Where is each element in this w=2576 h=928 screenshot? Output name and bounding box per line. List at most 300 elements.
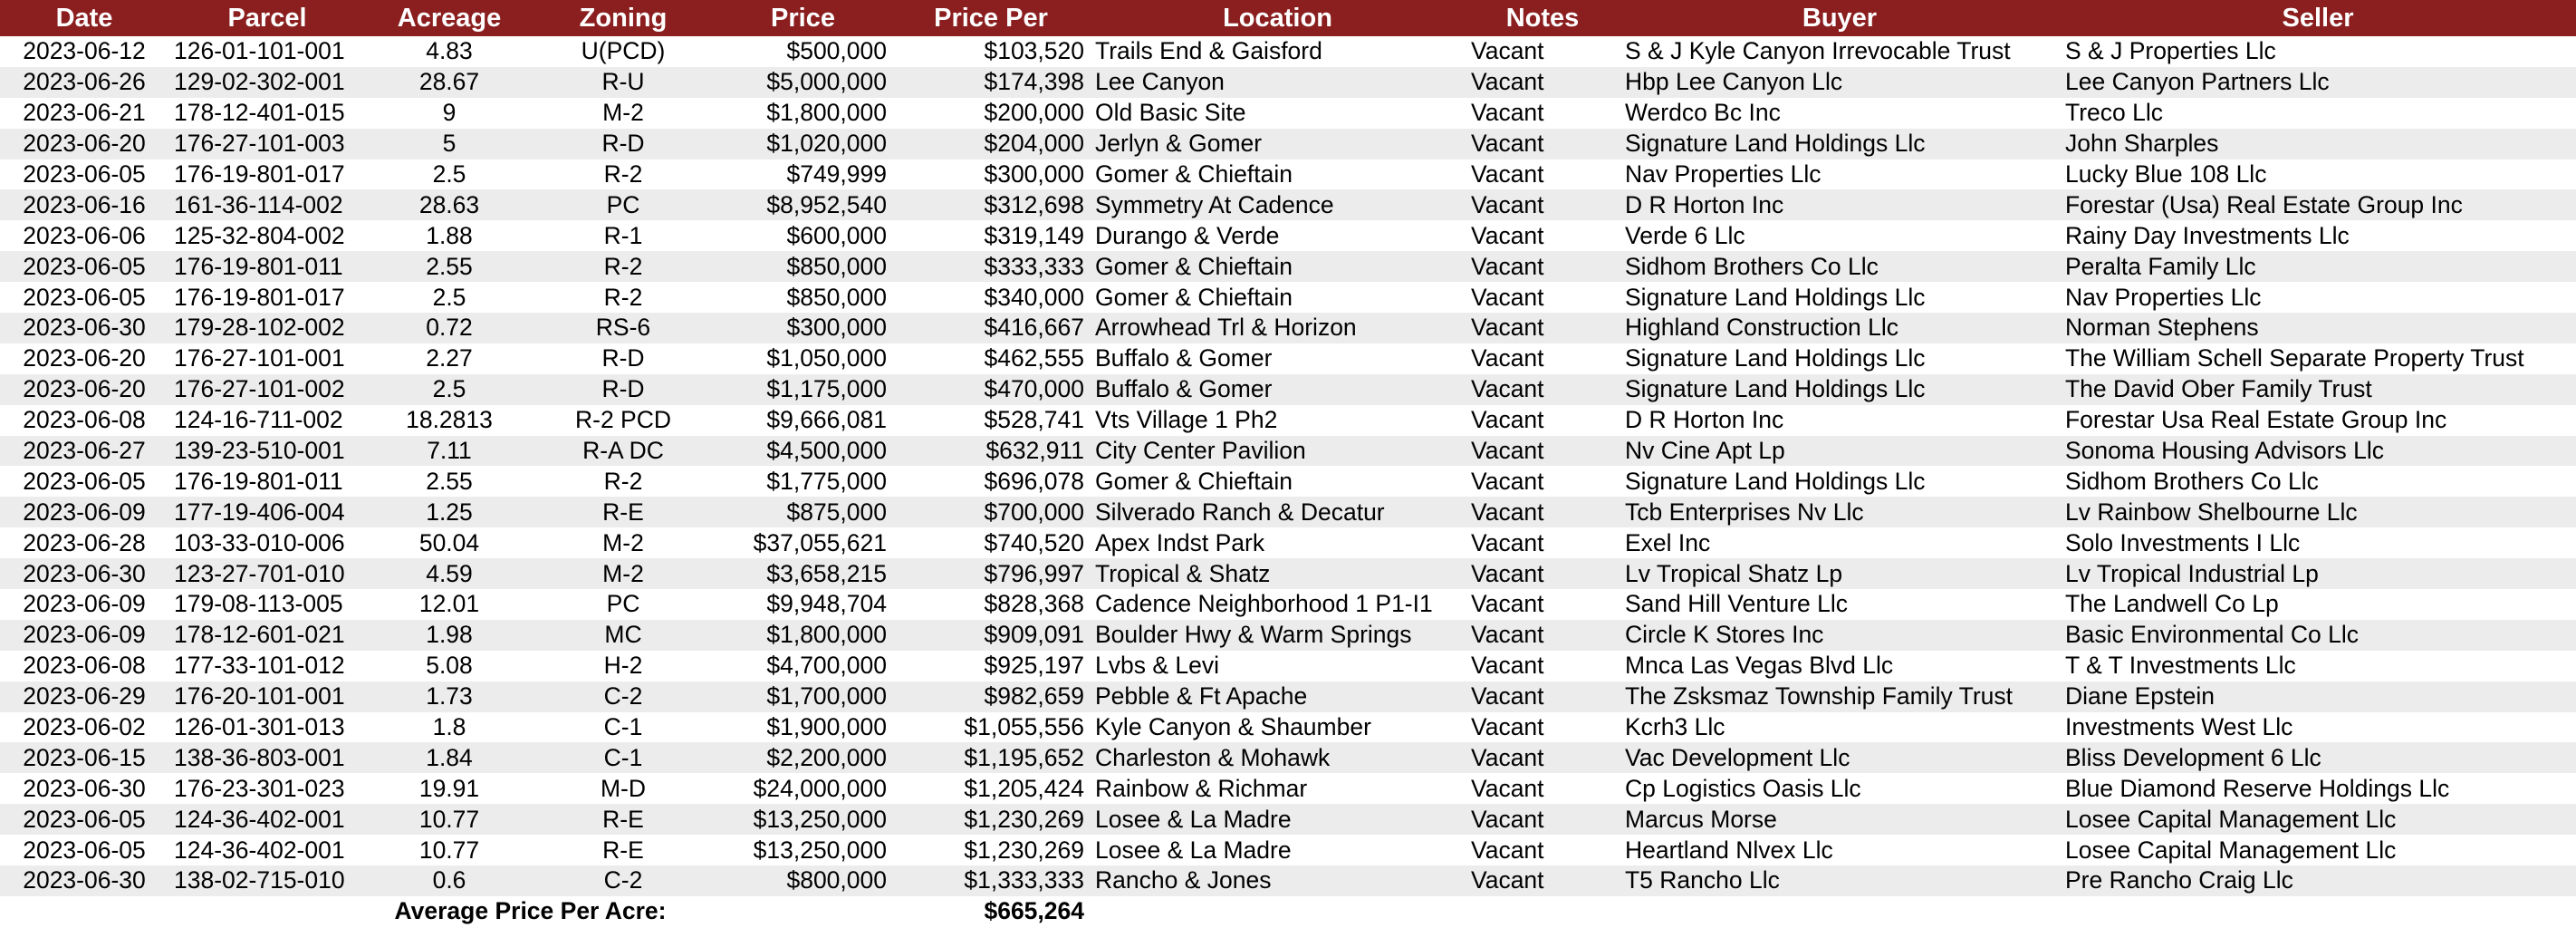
table-row[interactable]: [0, 651, 2576, 682]
cell-buyer: Heartland Nlvex Llc: [1620, 835, 2060, 865]
cell-seller: Treco Llc: [2060, 98, 2576, 129]
cell-price: $800,000: [714, 865, 892, 896]
average-row: [0, 896, 2576, 927]
cell-date: 2023-06-30: [0, 313, 168, 343]
cell-location: Gomer & Chieftain: [1090, 251, 1466, 282]
cell-acreage: 2.27: [366, 343, 533, 374]
cell-parcel: 139-23-510-001: [168, 436, 366, 467]
cell-price-per: $828,368: [892, 589, 1090, 620]
cell-date: 2023-06-12: [0, 36, 168, 67]
cell-acreage: 19.91: [366, 773, 533, 804]
cell-notes: Vacant: [1466, 220, 1620, 251]
table-row[interactable]: [0, 558, 2576, 589]
cell-acreage: 9: [366, 98, 533, 129]
table-row[interactable]: [0, 129, 2576, 160]
cell-parcel: 126-01-301-013: [168, 712, 366, 743]
cell-price-per: $1,230,269: [892, 804, 1090, 835]
cell-date: 2023-06-05: [0, 251, 168, 282]
cell-price-per: $416,667: [892, 313, 1090, 343]
cell-buyer: D R Horton Inc: [1620, 189, 2060, 220]
cell-buyer: Verde 6 Llc: [1620, 220, 2060, 251]
cell-seller: The William Schell Separate Property Trust: [2060, 343, 2576, 374]
table-row[interactable]: [0, 405, 2576, 436]
cell-acreage: 2.5: [366, 374, 533, 405]
table-footer: [0, 896, 2576, 927]
cell-price-per: $204,000: [892, 129, 1090, 160]
cell-notes: Vacant: [1466, 129, 1620, 160]
cell-zoning: M-D: [533, 773, 714, 804]
table-row[interactable]: [0, 436, 2576, 467]
cell-notes: Vacant: [1466, 742, 1620, 773]
table-row[interactable]: [0, 742, 2576, 773]
cell-location: Rainbow & Richmar: [1090, 773, 1466, 804]
cell-acreage: 4.83: [366, 36, 533, 67]
cell-location: Old Basic Site: [1090, 98, 1466, 129]
cell-price-per: $1,205,424: [892, 773, 1090, 804]
cell-parcel: 176-23-301-023: [168, 773, 366, 804]
cell-price-per: $300,000: [892, 160, 1090, 190]
cell-zoning: C-2: [533, 682, 714, 712]
cell-price-per: $925,197: [892, 651, 1090, 682]
cell-acreage: 1.25: [366, 497, 533, 527]
cell-acreage: 1.73: [366, 682, 533, 712]
cell-date: 2023-06-28: [0, 527, 168, 558]
cell-notes: Vacant: [1466, 313, 1620, 343]
cell-parcel: 124-36-402-001: [168, 835, 366, 865]
cell-location: City Center Pavilion: [1090, 436, 1466, 467]
cell-price: $300,000: [714, 313, 892, 343]
cell-seller: S & J Properties Llc: [2060, 36, 2576, 67]
cell-location: Losee & La Madre: [1090, 835, 1466, 865]
cell-location: Lee Canyon: [1090, 67, 1466, 98]
header-buyer[interactable]: Buyer: [1620, 0, 2060, 36]
cell-price-per: $528,741: [892, 405, 1090, 436]
cell-buyer: S & J Kyle Canyon Irrevocable Trust: [1620, 36, 2060, 67]
cell-price: $1,900,000: [714, 712, 892, 743]
table-row[interactable]: [0, 620, 2576, 651]
table-row[interactable]: [0, 682, 2576, 712]
table-row[interactable]: [0, 527, 2576, 558]
cell-notes: Vacant: [1466, 36, 1620, 67]
cell-date: 2023-06-05: [0, 160, 168, 190]
cell-price: $500,000: [714, 36, 892, 67]
cell-location: Losee & La Madre: [1090, 804, 1466, 835]
cell-price-per: $632,911: [892, 436, 1090, 467]
cell-parcel: 138-02-715-010: [168, 865, 366, 896]
cell-buyer: Signature Land Holdings Llc: [1620, 466, 2060, 497]
table-row[interactable]: [0, 189, 2576, 220]
cell-price-per: $340,000: [892, 282, 1090, 313]
cell-zoning: M-2: [533, 98, 714, 129]
cell-price: $600,000: [714, 220, 892, 251]
cell-seller: Forestar (Usa) Real Estate Group Inc: [2060, 189, 2576, 220]
cell-zoning: R-E: [533, 835, 714, 865]
cell-price: $37,055,621: [714, 527, 892, 558]
cell-notes: Vacant: [1466, 405, 1620, 436]
cell-buyer: Kcrh3 Llc: [1620, 712, 2060, 743]
cell-location: Gomer & Chieftain: [1090, 160, 1466, 190]
cell-price: $9,948,704: [714, 589, 892, 620]
cell-parcel: 129-02-302-001: [168, 67, 366, 98]
cell-price-per: $1,333,333: [892, 865, 1090, 896]
cell-price: $1,775,000: [714, 466, 892, 497]
cell-zoning: R-2: [533, 466, 714, 497]
cell-zoning: R-D: [533, 374, 714, 405]
cell-location: Gomer & Chieftain: [1090, 282, 1466, 313]
cell-zoning: C-1: [533, 712, 714, 743]
cell-location: Tropical & Shatz: [1090, 558, 1466, 589]
cell-buyer: Tcb Enterprises Nv Llc: [1620, 497, 2060, 527]
cell-zoning: R-D: [533, 129, 714, 160]
cell-seller: Bliss Development 6 Llc: [2060, 742, 2576, 773]
cell-buyer: T5 Rancho Llc: [1620, 865, 2060, 896]
cell-notes: Vacant: [1466, 712, 1620, 743]
header-location[interactable]: Location: [1090, 0, 1466, 36]
cell-notes: Vacant: [1466, 804, 1620, 835]
cell-seller: Lee Canyon Partners Llc: [2060, 67, 2576, 98]
cell-parcel: 103-33-010-006: [168, 527, 366, 558]
table-row[interactable]: [0, 343, 2576, 374]
cell-price: $9,666,081: [714, 405, 892, 436]
table-row[interactable]: [0, 251, 2576, 282]
cell-notes: Vacant: [1466, 589, 1620, 620]
cell-location: Cadence Neighborhood 1 P1-I1: [1090, 589, 1466, 620]
cell-seller: T & T Investments Llc: [2060, 651, 2576, 682]
cell-date: 2023-06-29: [0, 682, 168, 712]
table-row[interactable]: [0, 220, 2576, 251]
cell-location: Rancho & Jones: [1090, 865, 1466, 896]
table-row[interactable]: [0, 98, 2576, 129]
cell-zoning: PC: [533, 589, 714, 620]
cell-zoning: R-2 PCD: [533, 405, 714, 436]
table-row[interactable]: [0, 835, 2576, 865]
cell-price: $1,020,000: [714, 129, 892, 160]
cell-price-per: $200,000: [892, 98, 1090, 129]
cell-notes: Vacant: [1466, 620, 1620, 651]
header-price-per[interactable]: Price Per: [892, 0, 1090, 36]
cell-acreage: 0.72: [366, 313, 533, 343]
cell-acreage: 1.8: [366, 712, 533, 743]
header-price[interactable]: Price: [714, 0, 892, 36]
cell-location: Jerlyn & Gomer: [1090, 129, 1466, 160]
table-row[interactable]: [0, 497, 2576, 527]
cell-location: Boulder Hwy & Warm Springs: [1090, 620, 1466, 651]
cell-buyer: Lv Tropical Shatz Lp: [1620, 558, 2060, 589]
cell-location: Buffalo & Gomer: [1090, 343, 1466, 374]
cell-price-per: $174,398: [892, 67, 1090, 98]
table-row[interactable]: [0, 36, 2576, 67]
cell-acreage: 2.55: [366, 466, 533, 497]
cell-notes: Vacant: [1466, 67, 1620, 98]
cell-notes: Vacant: [1466, 651, 1620, 682]
cell-buyer: Marcus Morse: [1620, 804, 2060, 835]
cell-notes: Vacant: [1466, 189, 1620, 220]
cell-price: $749,999: [714, 160, 892, 190]
cell-seller: Blue Diamond Reserve Holdings Llc: [2060, 773, 2576, 804]
cell-date: 2023-06-08: [0, 405, 168, 436]
cell-notes: Vacant: [1466, 527, 1620, 558]
cell-location: Gomer & Chieftain: [1090, 466, 1466, 497]
cell-zoning: M-2: [533, 527, 714, 558]
cell-notes: Vacant: [1466, 374, 1620, 405]
table-row[interactable]: [0, 374, 2576, 405]
cell-date: 2023-06-09: [0, 497, 168, 527]
cell-price-per: $103,520: [892, 36, 1090, 67]
table-header: [0, 0, 2576, 36]
header-date[interactable]: Date: [0, 0, 168, 36]
cell-price-per: $700,000: [892, 497, 1090, 527]
cell-price: $4,500,000: [714, 436, 892, 467]
table-row[interactable]: [0, 589, 2576, 620]
cell-date: 2023-06-20: [0, 343, 168, 374]
cell-parcel: 177-33-101-012: [168, 651, 366, 682]
cell-parcel: 123-27-701-010: [168, 558, 366, 589]
cell-date: 2023-06-21: [0, 98, 168, 129]
cell-price-per: $462,555: [892, 343, 1090, 374]
cell-parcel: 178-12-401-015: [168, 98, 366, 129]
cell-zoning: R-U: [533, 67, 714, 98]
cell-parcel: 179-28-102-002: [168, 313, 366, 343]
cell-acreage: 1.88: [366, 220, 533, 251]
cell-zoning: R-A DC: [533, 436, 714, 467]
cell-price-per: $1,230,269: [892, 835, 1090, 865]
cell-price: $24,000,000: [714, 773, 892, 804]
cell-zoning: C-1: [533, 742, 714, 773]
cell-buyer: Highland Construction Llc: [1620, 313, 2060, 343]
cell-seller: Lv Tropical Industrial Lp: [2060, 558, 2576, 589]
cell-buyer: Circle K Stores Inc: [1620, 620, 2060, 651]
cell-seller: John Sharples: [2060, 129, 2576, 160]
table-row[interactable]: [0, 865, 2576, 896]
cell-parcel: 176-19-801-017: [168, 282, 366, 313]
cell-date: 2023-06-15: [0, 742, 168, 773]
cell-date: 2023-06-05: [0, 466, 168, 497]
cell-acreage: 2.5: [366, 160, 533, 190]
cell-buyer: Nv Cine Apt Lp: [1620, 436, 2060, 467]
cell-date: 2023-06-05: [0, 282, 168, 313]
cell-notes: Vacant: [1466, 497, 1620, 527]
cell-zoning: R-E: [533, 804, 714, 835]
cell-parcel: 176-27-101-001: [168, 343, 366, 374]
cell-price: $1,800,000: [714, 620, 892, 651]
cell-seller: Forestar Usa Real Estate Group Inc: [2060, 405, 2576, 436]
cell-date: 2023-06-08: [0, 651, 168, 682]
cell-seller: The Landwell Co Lp: [2060, 589, 2576, 620]
cell-notes: Vacant: [1466, 436, 1620, 467]
cell-notes: Vacant: [1466, 558, 1620, 589]
cell-date: 2023-06-30: [0, 558, 168, 589]
cell-date: 2023-06-16: [0, 189, 168, 220]
average-value: $665,264: [892, 896, 1090, 927]
cell-seller: Lv Rainbow Shelbourne Llc: [2060, 497, 2576, 527]
cell-parcel: 124-16-711-002: [168, 405, 366, 436]
cell-zoning: M-2: [533, 558, 714, 589]
cell-parcel: 179-08-113-005: [168, 589, 366, 620]
cell-buyer: Werdco Bc Inc: [1620, 98, 2060, 129]
cell-parcel: 176-20-101-001: [168, 682, 366, 712]
cell-zoning: RS-6: [533, 313, 714, 343]
cell-parcel: 177-19-406-004: [168, 497, 366, 527]
cell-acreage: 12.01: [366, 589, 533, 620]
cell-acreage: 1.84: [366, 742, 533, 773]
cell-parcel: 126-01-101-001: [168, 36, 366, 67]
table-row[interactable]: [0, 804, 2576, 835]
cell-notes: Vacant: [1466, 343, 1620, 374]
cell-acreage: 2.55: [366, 251, 533, 282]
cell-zoning: U(PCD): [533, 36, 714, 67]
cell-notes: Vacant: [1466, 160, 1620, 190]
cell-date: 2023-06-30: [0, 865, 168, 896]
header-zoning[interactable]: Zoning: [533, 0, 714, 36]
cell-acreage: 2.5: [366, 282, 533, 313]
cell-location: Symmetry At Cadence: [1090, 189, 1466, 220]
cell-seller: Norman Stephens: [2060, 313, 2576, 343]
cell-date: 2023-06-09: [0, 620, 168, 651]
table-row[interactable]: [0, 160, 2576, 190]
cell-price-per: $1,055,556: [892, 712, 1090, 743]
header-notes[interactable]: Notes: [1466, 0, 1620, 36]
cell-seller: Lucky Blue 108 Llc: [2060, 160, 2576, 190]
cell-acreage: 5: [366, 129, 533, 160]
average-label: Average Price Per Acre:: [168, 896, 892, 927]
table-row[interactable]: [0, 773, 2576, 804]
cell-acreage: 5.08: [366, 651, 533, 682]
cell-parcel: 176-27-101-002: [168, 374, 366, 405]
table-row[interactable]: [0, 282, 2576, 313]
cell-seller: Peralta Family Llc: [2060, 251, 2576, 282]
cell-price: $850,000: [714, 282, 892, 313]
table-row[interactable]: [0, 712, 2576, 743]
cell-acreage: 28.63: [366, 189, 533, 220]
cell-price: $13,250,000: [714, 804, 892, 835]
cell-date: 2023-06-09: [0, 589, 168, 620]
cell-notes: Vacant: [1466, 865, 1620, 896]
cell-parcel: 125-32-804-002: [168, 220, 366, 251]
cell-buyer: Signature Land Holdings Llc: [1620, 282, 2060, 313]
cell-date: 2023-06-20: [0, 374, 168, 405]
cell-buyer: Exel Inc: [1620, 527, 2060, 558]
cell-zoning: R-2: [533, 251, 714, 282]
cell-price: $1,800,000: [714, 98, 892, 129]
cell-zoning: R-D: [533, 343, 714, 374]
cell-date: 2023-06-05: [0, 804, 168, 835]
cell-buyer: Sidhom Brothers Co Llc: [1620, 251, 2060, 282]
cell-location: Pebble & Ft Apache: [1090, 682, 1466, 712]
cell-buyer: Signature Land Holdings Llc: [1620, 129, 2060, 160]
cell-price: $875,000: [714, 497, 892, 527]
header-row: [0, 0, 2576, 36]
cell-acreage: 10.77: [366, 835, 533, 865]
cell-parcel: 161-36-114-002: [168, 189, 366, 220]
cell-seller: Solo Investments I Llc: [2060, 527, 2576, 558]
cell-price-per: $909,091: [892, 620, 1090, 651]
cell-price-per: $470,000: [892, 374, 1090, 405]
cell-zoning: R-2: [533, 160, 714, 190]
cell-notes: Vacant: [1466, 282, 1620, 313]
cell-acreage: 10.77: [366, 804, 533, 835]
cell-parcel: 176-19-801-011: [168, 251, 366, 282]
table-row[interactable]: [0, 67, 2576, 98]
cell-buyer: D R Horton Inc: [1620, 405, 2060, 436]
cell-price: $13,250,000: [714, 835, 892, 865]
cell-price-per: $982,659: [892, 682, 1090, 712]
cell-seller: Rainy Day Investments Llc: [2060, 220, 2576, 251]
cell-parcel: 176-19-801-017: [168, 160, 366, 190]
cell-buyer: Signature Land Holdings Llc: [1620, 343, 2060, 374]
cell-price-per: $740,520: [892, 527, 1090, 558]
cell-zoning: C-2: [533, 865, 714, 896]
cell-buyer: Cp Logistics Oasis Llc: [1620, 773, 2060, 804]
cell-date: 2023-06-26: [0, 67, 168, 98]
cell-acreage: 50.04: [366, 527, 533, 558]
cell-location: Vts Village 1 Ph2: [1090, 405, 1466, 436]
cell-price: $4,700,000: [714, 651, 892, 682]
cell-date: 2023-06-27: [0, 436, 168, 467]
cell-date: 2023-06-05: [0, 835, 168, 865]
cell-price: $850,000: [714, 251, 892, 282]
header-acreage[interactable]: Acreage: [366, 0, 533, 36]
cell-parcel: 176-19-801-011: [168, 466, 366, 497]
cell-location: Silverado Ranch & Decatur: [1090, 497, 1466, 527]
cell-seller: Losee Capital Management Llc: [2060, 835, 2576, 865]
cell-buyer: Signature Land Holdings Llc: [1620, 374, 2060, 405]
cell-acreage: 4.59: [366, 558, 533, 589]
cell-location: Buffalo & Gomer: [1090, 374, 1466, 405]
cell-notes: Vacant: [1466, 682, 1620, 712]
cell-buyer: Vac Development Llc: [1620, 742, 2060, 773]
cell-location: Trails End & Gaisford: [1090, 36, 1466, 67]
cell-date: 2023-06-02: [0, 712, 168, 743]
cell-price-per: $333,333: [892, 251, 1090, 282]
cell-parcel: 138-36-803-001: [168, 742, 366, 773]
cell-notes: Vacant: [1466, 251, 1620, 282]
cell-parcel: 124-36-402-001: [168, 804, 366, 835]
cell-price: $2,200,000: [714, 742, 892, 773]
cell-acreage: 0.6: [366, 865, 533, 896]
cell-price: $1,050,000: [714, 343, 892, 374]
header-seller[interactable]: Seller: [2060, 0, 2576, 36]
cell-price-per: $696,078: [892, 466, 1090, 497]
cell-zoning: R-1: [533, 220, 714, 251]
cell-zoning: R-2: [533, 282, 714, 313]
cell-price-per: $319,149: [892, 220, 1090, 251]
table-body: [0, 36, 2576, 896]
cell-buyer: Nav Properties Llc: [1620, 160, 2060, 190]
table-row[interactable]: [0, 313, 2576, 343]
cell-price: $1,700,000: [714, 682, 892, 712]
cell-parcel: 178-12-601-021: [168, 620, 366, 651]
cell-date: 2023-06-20: [0, 129, 168, 160]
cell-price-per: $1,195,652: [892, 742, 1090, 773]
cell-price: $5,000,000: [714, 67, 892, 98]
cell-buyer: The Zsksmaz Township Family Trust: [1620, 682, 2060, 712]
cell-price-per: $312,698: [892, 189, 1090, 220]
cell-parcel: 176-27-101-003: [168, 129, 366, 160]
cell-location: Apex Indst Park: [1090, 527, 1466, 558]
cell-price: $1,175,000: [714, 374, 892, 405]
table-row[interactable]: [0, 466, 2576, 497]
cell-notes: Vacant: [1466, 466, 1620, 497]
cell-zoning: H-2: [533, 651, 714, 682]
cell-seller: Sidhom Brothers Co Llc: [2060, 466, 2576, 497]
header-parcel[interactable]: Parcel: [168, 0, 366, 36]
cell-location: Kyle Canyon & Shaumber: [1090, 712, 1466, 743]
cell-price: $3,658,215: [714, 558, 892, 589]
cell-notes: Vacant: [1466, 98, 1620, 129]
cell-location: Charleston & Mohawk: [1090, 742, 1466, 773]
cell-seller: Pre Rancho Craig Llc: [2060, 865, 2576, 896]
cell-seller: Losee Capital Management Llc: [2060, 804, 2576, 835]
